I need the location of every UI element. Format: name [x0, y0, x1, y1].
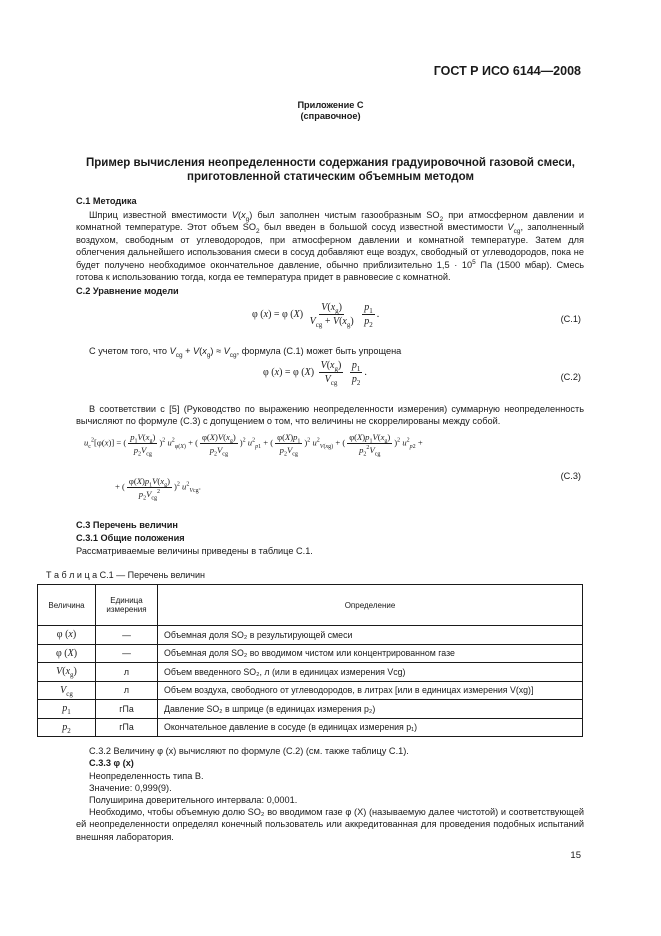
- header-unit: Единица измерения: [96, 585, 158, 626]
- quantity-symbol: $p_1$: [38, 700, 96, 719]
- definition-cell: Объем воздуха, свободного от углеводородов, в литрах [или в единицах измерения V(xg)]: [158, 681, 583, 700]
- table-row: [38, 681, 583, 700]
- appendix-subtitle: (справочное): [300, 111, 361, 121]
- section-c33-paragraph: Необходимо, чтобы объемную долю SO₂ во вводимом газе φ (X) (называемую далее чистотой) и соответствующей ей неопределенности определял конечный пользователь или аккредитованная для проведения подобных испытаний внешняя лаборатория.: [76, 807, 584, 842]
- unit-cell: л: [96, 681, 158, 700]
- table-row: [38, 718, 583, 737]
- header-definition: Определение: [158, 585, 583, 626]
- formula-c3-line1: $u_c^2[\varphi(x)]$ = ( $\frac{p_1V(x_g)}{p_2V_{cg}}$ )$^2$ $u^2_{\varphi(X)}$ + ( $\frac{\varphi(X)V(x_g)}{p_2V_{cg}}$ )$^2$ $u^2_{p1}$ + ( $\frac{\varphi(X)p_1}{p_2V_{cg}}$ )$^2$ $u^2_{V(xg)}$ + ( $\frac{\varphi(X)p_1V(x_g)}{p_2^2V_{cg}}$ )$^2$ $u^2_{p2}$ +: [84, 432, 423, 458]
- equation-number-c3: (C.3): [560, 471, 581, 481]
- section-c2-heading: C.2 Уравнение модели: [76, 286, 179, 296]
- section-c33-line3: Полуширина доверительного интервала: 0,0001.: [89, 795, 298, 805]
- formula-c2: φ (x) = φ (X) $\frac{V(x_g)}{V_{cg}}$ $\frac{p_1}{p_2}$ .: [263, 360, 367, 387]
- quantity-symbol: φ (X): [38, 644, 96, 663]
- quantity-symbol: $V_{cg}$: [38, 681, 96, 700]
- definition-cell: Объем введенного SO₂, л (или в единицах измерения Vcg): [158, 663, 583, 682]
- header-quantity: Величина: [38, 585, 96, 626]
- appendix-title: Приложение C: [297, 100, 364, 110]
- definition-cell: Окончательное давление в сосуде (в единицах измерения p₁): [158, 718, 583, 737]
- quantity-symbol: $p_2$: [38, 718, 96, 737]
- section-c33-heading: C.3.3 φ (x): [89, 758, 134, 768]
- unit-cell: гПа: [96, 700, 158, 719]
- page-number: 15: [570, 850, 581, 861]
- table-row: [38, 663, 583, 682]
- section-c1-paragraph: Шприц известной вместимости $V(x_g)$ был заполнен чистым газообразным $SO_2$ при атмосферном давлении и комнатной температуре. Этот объем $SO_2$ был введен в большой сосуд известной вместимости $V_{cg}$, заполненный воздухом, свободным от углеводородов, при атмосферном давлении и комнатной температуре. Затем для облегчения дальнейшего использования смеси в сосуд добавляют еще воздух, свободный от углеводородов, пока не будет получено необходимое окончательное давление, обычно приблизительно $1,5 \cdot 10^5$ Па (1500 мбар). Смесь готова к использованию тогда, когда ее температура придет в равновесие с комнатной.: [76, 210, 585, 283]
- definition-cell: Объемная доля SO₂ во вводимом чистом или концентрированном газе: [158, 644, 583, 663]
- table-row: [38, 700, 583, 719]
- unit-cell: —: [96, 644, 158, 663]
- quantity-symbol: $V(x_g)$: [38, 663, 96, 682]
- table-header-row: [38, 585, 583, 626]
- formula-c3-line2: + ( $\frac{\varphi(X)p_1V(x_g)}{p_2V_{cg}^2}$ )$^2$ $u^2_{Vcg}$.: [115, 476, 201, 502]
- unit-cell: гПа: [96, 718, 158, 737]
- definition-cell: Давление SO₂ в шприце (в единицах измерения p₂): [158, 700, 583, 719]
- section-c31-heading: C.3.1 Общие положения: [76, 533, 185, 543]
- unit-cell: л: [96, 663, 158, 682]
- section-c3-heading: C.3 Перечень величин: [76, 520, 178, 530]
- table-caption: Т а б л и ц а C.1 — Перечень величин: [46, 570, 205, 580]
- quantities-table: [37, 584, 583, 737]
- section-c1-heading: C.1 Методика: [76, 196, 137, 206]
- main-title-line1: Пример вычисления неопределенности содержания градуировочной газовой смеси,: [86, 157, 575, 169]
- section-c33-line1: Неопределенность типа B.: [89, 771, 204, 781]
- section-c2-text: С учетом того, что $V_{cg} + V(x_g) \approx V_{cg}$, формула (C.1) может быть упрощена: [89, 346, 402, 359]
- document-header: ГОСТ Р ИСО 6144—2008: [433, 64, 581, 78]
- section-c2-paragraph: В соответствии с [5] (Руководство по выражению неопределенности измерения) суммарную неопределенность вычисляют по формуле (C.3) с допущением о том, что величины не скоррелированы между собой.: [76, 404, 584, 427]
- formula-c1: φ (x) = φ (X) $\frac{V(x_g)}{V_{cg} + V(x_g)}$ $\frac{p_1}{p_2}$ .: [252, 302, 380, 329]
- equation-number-c2: (C.2): [560, 372, 581, 382]
- definition-cell: Объемная доля SO₂ в результирующей смеси: [158, 626, 583, 645]
- table-row: [38, 626, 583, 645]
- unit-cell: —: [96, 626, 158, 645]
- section-c33-line2: Значение: 0,999(9).: [89, 783, 172, 793]
- section-c31-text: Рассматриваемые величины приведены в таблице C.1.: [76, 546, 313, 556]
- main-title-line2: приготовленной статическим объемным методом: [187, 171, 474, 183]
- equation-number-c1: (C.1): [560, 314, 581, 324]
- quantity-symbol: φ (x): [38, 626, 96, 645]
- section-c32-text: C.3.2 Величину φ (x) вычисляют по формуле (C.2) (см. также таблицу C.1).: [89, 746, 409, 756]
- table-row: [38, 644, 583, 663]
